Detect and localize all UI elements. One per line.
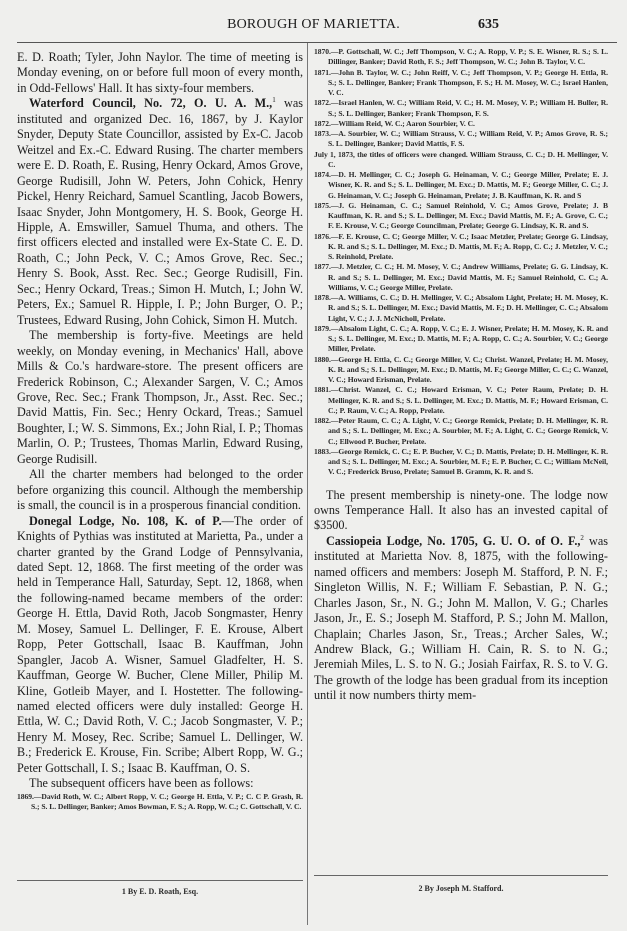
officer-list-item: 1883.—George Remick, C. C.; E. P. Bucher, V. C.; D. Mattis, Prelate; D. H. Mellinger, K. R. and S.; S. L. Dellinger, M. Exc.; A. Sourbier, M. F.; E. P. Bucher, C. C.; William McNeil, V. C.; Frederick Bruso, Prelate; Samuel B. Gramm, K. R. and S. (314, 446, 608, 477)
left-column (17, 50, 303, 812)
officer-list (17, 792, 303, 812)
paragraph-charter-members: All the charter members had belonged to the order before organizing this council. Although the membership is small, the council is in a prosperous financial condition. (17, 467, 303, 513)
section-heading-cassiopeia-lodge: Cassiopeia Lodge, No. 1705, G. U. O. of O. F., (326, 533, 581, 548)
officer-list-item: 1876.—F. E. Krouse, C. C; George Miller, V. C.; Isaac Metzler, Prelate; George G. Lindsay, K. R. and S.; S. L. Dellinger, M. Exc.; D. Mattis, M. F.; A. Ropp, C. C.; J. Metzler, V. C.; S. Reinhold, Prelate. (314, 231, 608, 261)
officer-list-item: 1879.—Absalom Light, C. C.; A. Ropp, V. C.; E. J. Wisner, Prelate; H. M. Mosey, K. R. and S.; S. L. Dellinger, M. Exc.; D. Mattis, M. F.; A. Ropp, C. C.; A. Sourbier, V. C.; George Miller, Prelate. (314, 323, 608, 354)
footnote-left: 1 By E. D. Roath, Esq. (121, 887, 199, 896)
paragraph-waterford-council (17, 96, 303, 328)
officer-list-item: 1870.—P. Gottschall, W. C.; Jeff Thompson, V. C.; A. Ropp, V. P.; S. E. Wisner, R. S.; S. L. Dillinger, Banker; David Roth, F. S.; Jeff Thompson, W. C.; John B. Taylor, V. C. (314, 47, 608, 67)
paragraph-donegal-lodge (17, 514, 303, 777)
paragraph-present-membership: The present membership is ninety-one. The lodge now owns Temperance Hall. It also has an invested capital of $3500. (314, 487, 608, 533)
paragraph-subsequent-officers: The subsequent officers have been as follows: (29, 776, 254, 791)
officer-list-item: 1872.—William Reid, W. C.; Aaron Sourbier, V. C. (314, 118, 475, 128)
page-number: 635 (478, 17, 499, 32)
running-title: BOROUGH OF MARIETTA. (227, 17, 400, 32)
paragraph-membership: The membership is forty-five. Meetings are held weekly, on Monday evening, in Mechanics' Hall, above Mills & Co.'s hardware-store. The present officers are Frederick Robinson, C.; Alexander Sargen, V. C.; Amos Grove, Rec. Sec.; Frank Thompson, Jr., Asst. Rec. Sec.; David Mattis, Fin. Sec.; Henry Ockard, Treas.; Samuel Boughter, I.; W. S. Simmons, Ex.; John Rial, I. P.; Thomas Marlin, O. P.; Trustees, Thomas Marlin, Edward Rusing, George Rudisill. (17, 328, 303, 466)
footnote-mark: 1 (272, 96, 276, 105)
footnote-mark: 2 (580, 533, 584, 542)
officer-list-item: July 1, 1873, the titles of officers were changed. William Strauss, C. C.; D. H. Mellinger, V. C. (314, 149, 608, 169)
header-rule (17, 42, 617, 43)
footnote-right: 2 By Joseph M. Stafford. (418, 884, 504, 893)
officer-list-item: 1872.—Israel Hanlen, W. C.; William Reid, V. C.; H. M. Mosey, V. P.; William H. Buller, R. S.; S. L. Dellinger, Banker; Frank Thompson, F. S. (314, 98, 608, 118)
page-header (0, 14, 627, 36)
officer-list-item: 1878.—A. Williams, C. C.; D. H. Mellinger, V. C.; Absalom Light, Prelate; H. M. Mosey, K. R. and S.; S. L. Dellinger, M. Exc.; David Mattis, M. F.; D. H. Mellinger, C. C.; Absalom Light, V. C.; J. J. McNicholl, Prelate. (314, 293, 608, 323)
officer-list (314, 47, 608, 478)
officer-list-item: 1881.—Christ. Wanzel, C. C.; Howard Erisman, V. C.; Peter Raum, Prelate; D. H. Mellinger, K. R. and S.; S. L. Dellinger, M. Exc.; D. Mattis, M. F.; Howard Erisman, C. C.; P. Raum, V. C.; A. Ropp, Prelate. (314, 385, 608, 415)
footnote-rule-right (314, 875, 608, 876)
paragraph-continuation: E. D. Roath; Tyler, John Naylor. The time of meeting is Monday evening, on or before full moon of every month, in Odd-Fellows' Hall. It has sixty-four members. (17, 50, 303, 95)
section-heading-waterford-council: Waterford Council, No. 72, O. U. A. M., (29, 96, 273, 111)
right-column (314, 47, 608, 704)
officer-list-item: 1871.—John B. Taylor, W. C.; John Reiff, V. C.; Jeff Thompson, V. P.; George H. Ettla, R. S.; S. L. Dellinger, Banker; Frank Thompson, F. S.; H. M. Mosey, W. C.; Israel Hanlen, V. C. (314, 67, 608, 97)
paragraph-body: was instituted at Marietta Nov. 8, 1875, with the following-named officers and members: Joseph M. Stafford, P. N. F.; Singleton Willis, N. F.; William F. Sebastian, P. N. G.; Charles Jason, Sr., N. G.; John M. Mallon, V. G.; Charles Jason, Jr., E. S.; Joseph M. Stafford, P. S.; John M. Mallon, Chaplain; Charles Jason, Sr., Treas.; Archer Sales, W.; Andrew Black, G.; William H. Cain, R. S. to N. G.; Jeremiah Miles, L. S. to N. G.; Josiah Fairfax, R. S. to V. G. The growth of the lodge has been gradual from its inception until it now numbers thirty mem- (314, 533, 608, 703)
paragraph-cassiopeia-lodge (314, 534, 608, 704)
footnote-rule-left (17, 880, 303, 881)
section-heading-donegal-lodge: Donegal Lodge, No. 108, K. of P. (29, 513, 222, 528)
paragraph-body: —The order of Knights of Pythias was instituted at Marietta, Pa., under a charter granted by the Grand Lodge of Pennsylvania, dated Sept. 12, 1868. The first meeting of the order was held in Temperance Hall, Saturday, Sept. 12, 1868, when the following-named became members of the order: George H. Ettla, David Roth, Jacob Songmaster, Henry M. Mosey, Samuel L. Dellinger, F. E. Krouse, Albert Ropp, Peter Gottschall, Isaac B. Kauffman, John Spangler, Jacob A. Wisner, Samuel Gladfelter, H. S. Kauffman, George W. Bucher, Clene Miller, Philip M. Kline, Gotleib Mayer, and I. Hostetter. The following-named elected officers were duly installed: George H. Ettla, W. C.; David Roth, V. C.; Jacob Songmaster, V. P.; Henry M. Mosey, Rec. Scribe; Samuel L. Dellinger, W. B.; Frederick E. Krouse, Fin. Scribe; Albert Ropp, W. G.; Peter Gottschall, I. S.; Isaac B. Kauffman, O. S. (17, 513, 303, 775)
officer-list-item: 1882.—Peter Raum, C. C.; A. Light, V. C.; George Remick, Prelate; D. H. Mellinger, K. R. and S.; S. L. Dellinger, M. Exc.; A. Sourbier, M. F.; A. Light, C. C.; George Remick, V. C.; Ellwood P. Bucher, Prelate. (314, 416, 608, 446)
officer-list-item: 1873.—A. Sourbier, W. C.; William Strauss, V. C.; William Reid, V. P.; Amos Grove, R. S.; S. L. Dellinger, Banker; David Mattis, F. S. (314, 129, 608, 149)
officer-list-item: 1869.—David Roth, W. C.; Albert Ropp, V. C.; George H. Ettla, V. P.; C. C P. Grash, R. S.; S. L. Dellinger, Banker; Amos Bowman, F. S.; A. Ropp, W. C.; C. Gottschall, V. C. (17, 791, 303, 811)
paragraph-body: was instituted and organized Dec. 16, 1867, by J. Kaylor Snyder, Deputy State Councillor, assisted by Ex-C. Jacob Weitzel and Ex.-C. Edward Rusing. The charter members were E. D. Roath, E. Rusing, Henry Ockard, Amos Grove, George Rudisill, John W. Peters, John Cohick, Henry Pickel, Henry Reichard, Samuel Scantling, Jacob Bowers, Isaac Snyder, John Montgomery, H. S. Book, George H. Hipple, A. Emswiller, Samuel Thuma, and others. The first officers elected and installed were Ex-State C. E. D. Roath, C.; John Peck, V. C.; Amos Grove, Rec. Sec.; Henry S. Book, Asst. Rec. Sec.; George Rudisill, Fin. Sec.; Henry Ockard, Treas.; Simon H. Mutch, I.; John W. Peters, Ex.; Samuel R. Hipple, I. P.; John Burger, O. P.; Trustees, Edward Rusing, John Cohick, Simon H. Mutch. (17, 96, 303, 327)
column-divider (307, 43, 308, 925)
officer-list-item: 1875.—J. G. Heinaman, C. C.; Samuel Reinhold, V. C.; Amos Grove, Prelate; J. B Kauffman, K. R. and S.; S. L. Dellinger, M. Exc.; David Mattis, M. F.; A. Grove, C. C.; F. E. Krouse, V. C.; George Councilman, Prelate; George G. Lindsay, K. R. and S. (314, 200, 608, 231)
officer-list-item: 1874.—D. H. Mellinger, C. C.; Joseph G. Heinaman, V. C.; George Miller, Prelate; E. J. Wisner, K. R. and S.; S. L. Dellinger, M. Exc.; D. Mattis, M. F.; George Miller, C. C.; J. G. Heinaman, V. C.; Joseph G. Heinaman, Prelate; J. B. Kauffman, K. R. and S (314, 170, 608, 200)
officer-list-item: 1880.—George H. Ettla, C. C.; George Miller, V. C.; Christ. Wanzel, Prelate; H. M. Mosey, K. R. and S.; S. L. Dellinger, M. Exc.; D. Mattis, M. F.; George Miller, C. C.; C. Wanzel, V. C.; Howard Erisman, Prelate. (314, 354, 608, 384)
officer-list-item: 1877.—J. Metzler, C. C.; H. M. Mosey, V. C.; Andrew Williams, Prelate; G. G. Lindsay, K. R. and S.; S. L. Dellinger, M. Exc.; David Mattis, M. F.; Samuel Reinhold, C. C.; A. Williams, V. C.; George Miller, Prelate. (314, 262, 608, 292)
right-body-text (314, 488, 608, 704)
